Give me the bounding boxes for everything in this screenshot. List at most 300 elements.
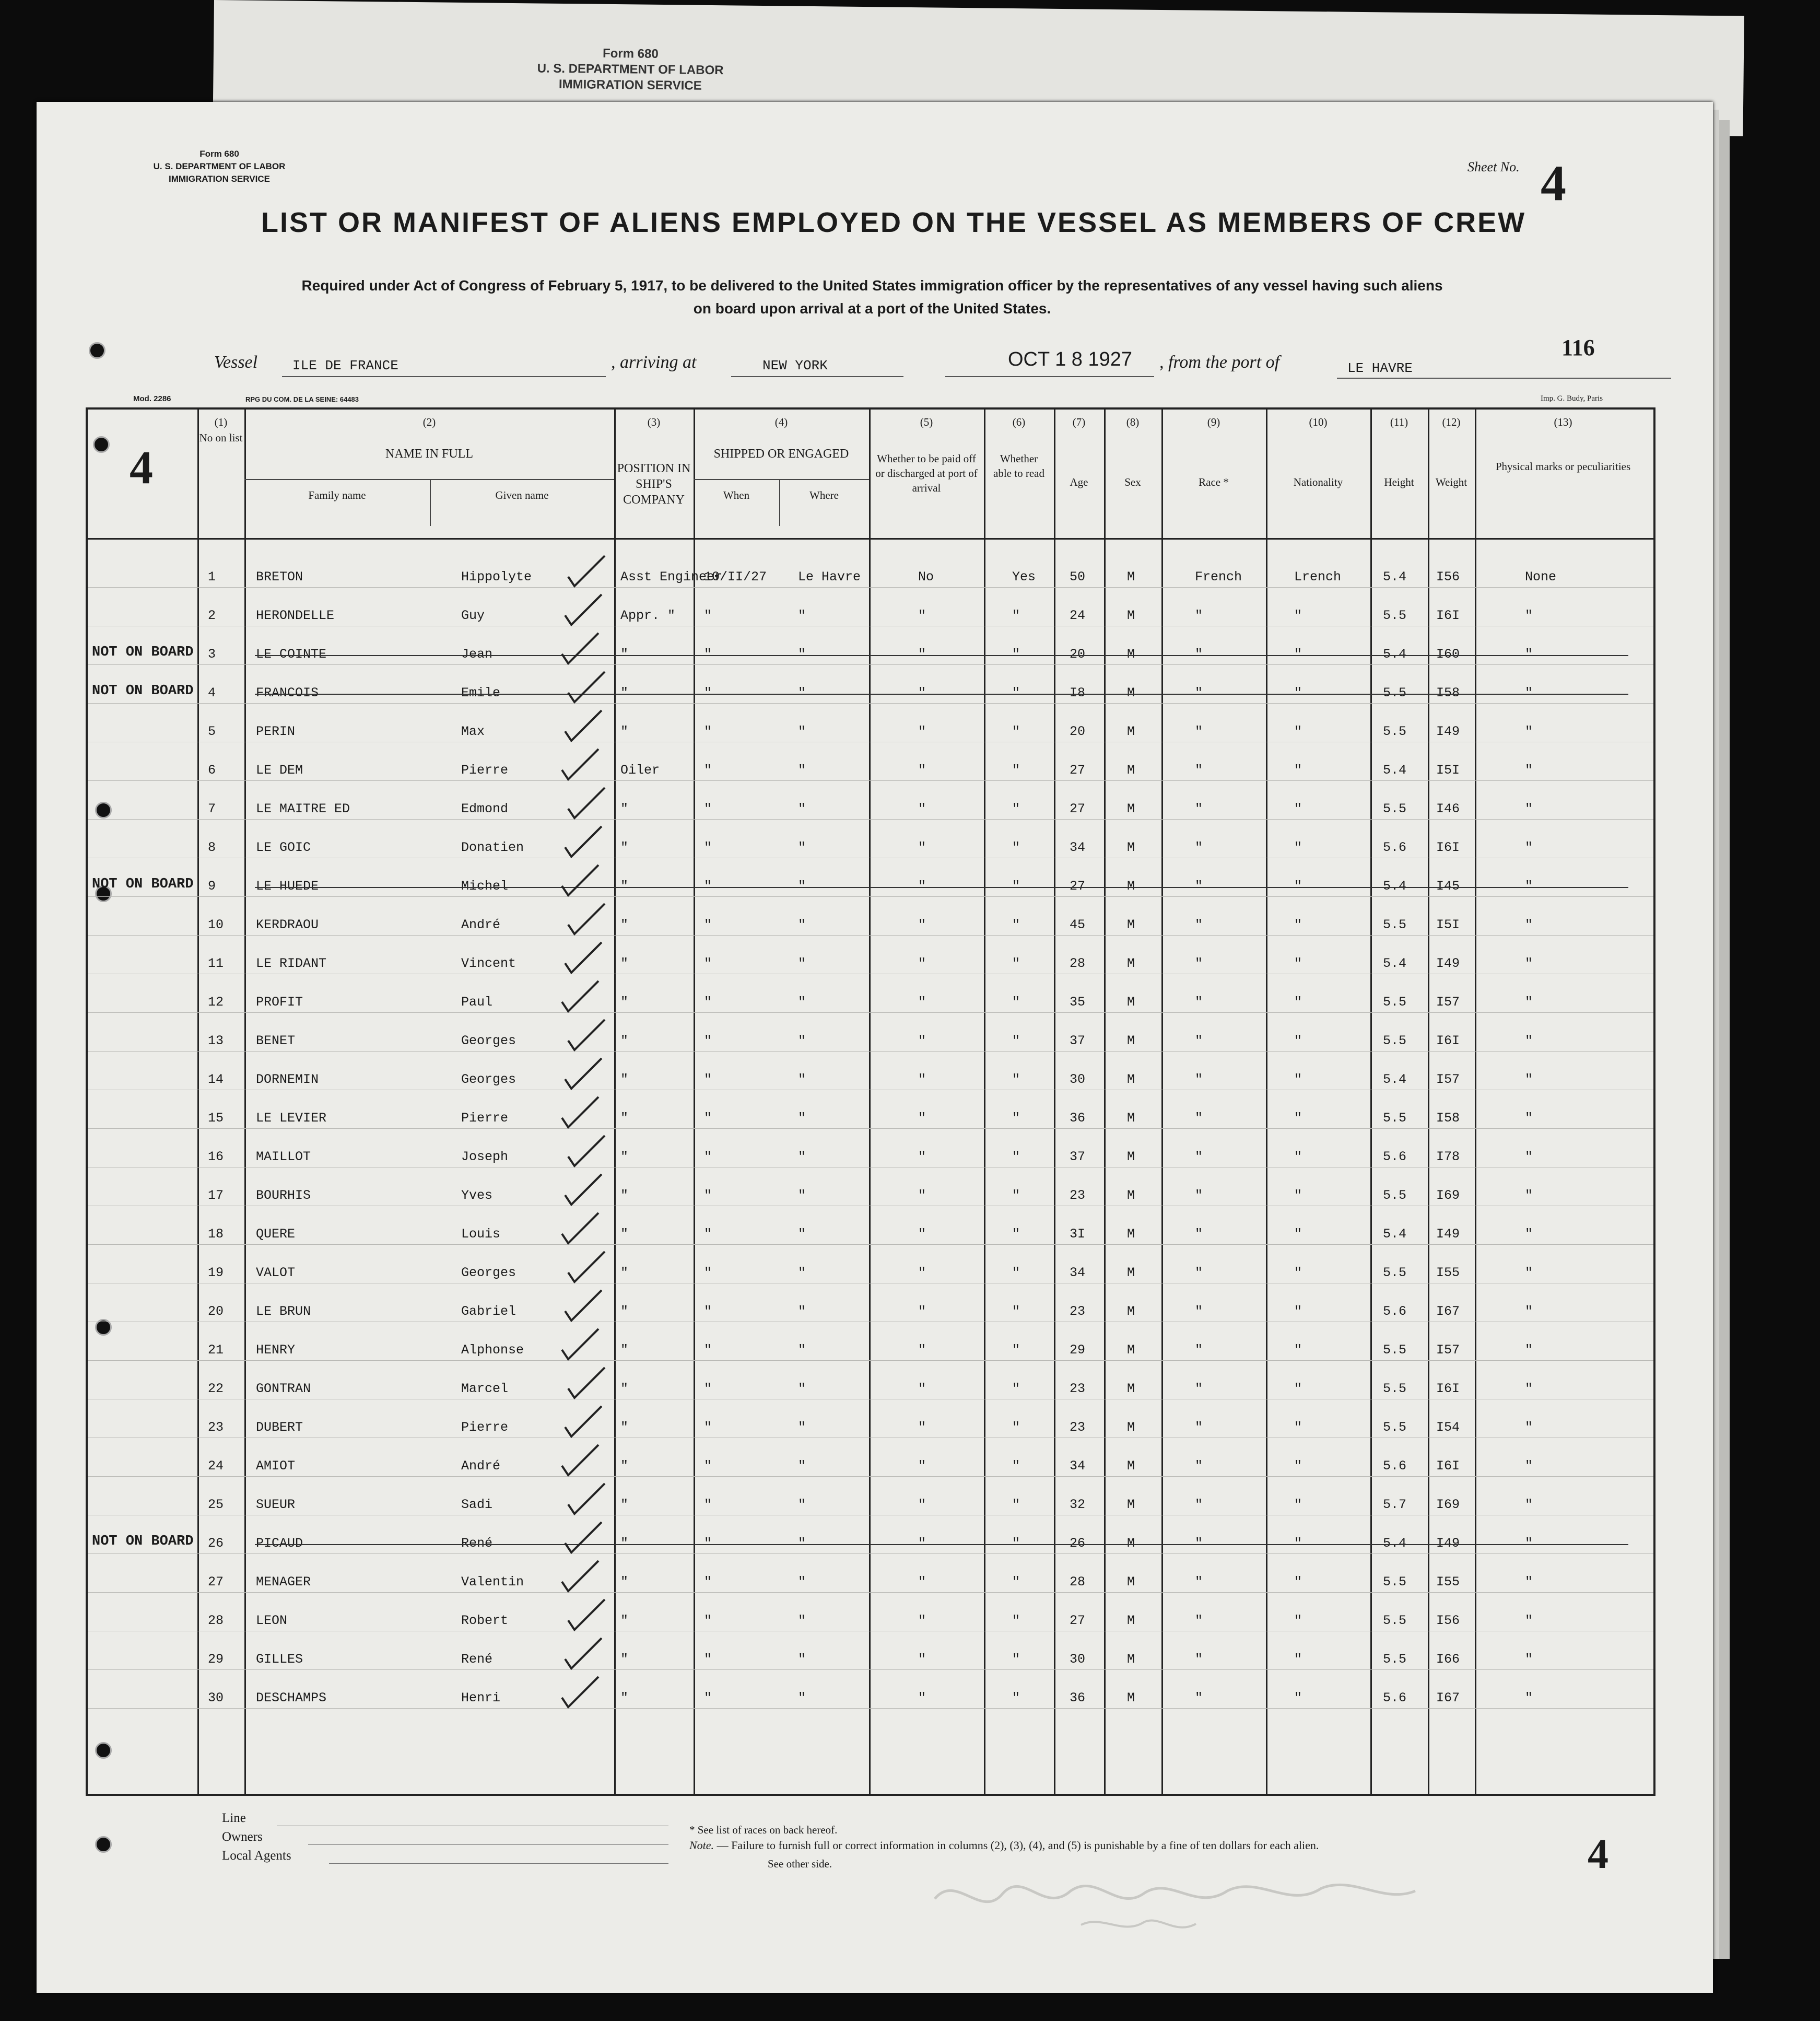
height: 5.5: [1383, 1613, 1407, 1628]
given-name: René: [461, 1652, 493, 1667]
not-on-board-note: NOT ON BOARD: [92, 877, 194, 892]
height: 5.5: [1383, 1574, 1407, 1590]
col11-header: Height: [1384, 476, 1414, 488]
shipped-when: ": [704, 1304, 712, 1319]
sex: M: [1127, 1574, 1135, 1590]
shipped-when: ": [704, 1072, 712, 1087]
footer-labels: [222, 1809, 291, 1865]
sex: M: [1127, 724, 1135, 739]
sex: M: [1127, 956, 1135, 971]
height: 5.5: [1383, 801, 1407, 816]
family-name: VALOT: [256, 1265, 296, 1280]
nationality: ": [1294, 724, 1302, 739]
check-mark: [562, 1213, 598, 1243]
given-name: Emile: [461, 685, 501, 700]
family-name: BRETON: [256, 569, 303, 585]
age: 27: [1070, 1613, 1086, 1628]
registry: RPG DU COM. DE LA SEINE: 64483: [245, 395, 359, 403]
shipped-when: ": [704, 917, 712, 932]
nationality: ": [1294, 956, 1302, 971]
check-mark: [565, 1290, 602, 1321]
physical-marks: ": [1525, 1033, 1533, 1048]
physical-marks: ": [1525, 995, 1533, 1010]
weight: I6I: [1436, 1458, 1460, 1474]
punch-hole: [95, 1836, 112, 1853]
paid-off: ": [918, 801, 926, 816]
race: ": [1195, 1497, 1203, 1512]
sex: M: [1127, 1265, 1135, 1280]
sex: M: [1127, 1226, 1135, 1242]
height: 5.4: [1383, 1536, 1407, 1551]
age: 35: [1070, 995, 1086, 1010]
service: IMMIGRATION SERVICE: [169, 174, 270, 184]
paid-off: ": [918, 763, 926, 778]
race: French: [1195, 569, 1242, 585]
check-mark: [568, 904, 605, 934]
able-to-read: ": [1012, 995, 1020, 1010]
weight: I49: [1436, 1536, 1460, 1551]
given-name: Pierre: [461, 1420, 509, 1435]
check-mark: [562, 633, 598, 663]
race: ": [1195, 917, 1203, 932]
able-to-read: ": [1012, 840, 1020, 855]
row-number: 19: [208, 1265, 224, 1280]
shipped-where: ": [798, 801, 806, 816]
height: 5.5: [1383, 685, 1407, 700]
check-marks: [88, 410, 1653, 1794]
race: ": [1195, 1420, 1203, 1435]
paid-off: ": [918, 1265, 926, 1280]
able-to-read: ": [1012, 1342, 1020, 1358]
shipped-where: ": [798, 647, 806, 662]
check-mark: [565, 710, 602, 741]
port-value: LE HAVRE: [1347, 360, 1413, 376]
position: ": [620, 917, 629, 932]
sheet-label: Sheet No.: [1467, 159, 1520, 174]
family-name: AMIOT: [256, 1458, 296, 1474]
age: 28: [1070, 956, 1086, 971]
sex: M: [1127, 1458, 1135, 1474]
given-name: Vincent: [461, 956, 516, 971]
physical-marks: ": [1525, 1420, 1533, 1435]
paid-off: ": [918, 1536, 926, 1551]
family-name: BOURHIS: [256, 1188, 311, 1203]
able-to-read: ": [1012, 724, 1020, 739]
able-to-read: ": [1012, 1188, 1020, 1203]
sex: M: [1127, 1690, 1135, 1705]
family-name: BENET: [256, 1033, 296, 1048]
back-form-service: IMMIGRATION SERVICE: [558, 77, 702, 93]
age: 24: [1070, 608, 1086, 623]
sex: M: [1127, 608, 1135, 623]
able-to-read: ": [1012, 763, 1020, 778]
shipped-when: ": [704, 1458, 712, 1474]
shipped-when: ": [704, 1342, 712, 1358]
race: ": [1195, 685, 1203, 700]
shipped-when: ": [704, 840, 712, 855]
printer: Imp. G. Budy, Paris: [1541, 394, 1603, 403]
able-to-read: ": [1012, 647, 1020, 662]
height: 5.5: [1383, 1342, 1407, 1358]
col7-number: (7): [1072, 416, 1086, 428]
nationality: ": [1294, 1381, 1302, 1396]
paid-off: ": [918, 1304, 926, 1319]
family-name: LE MAITRE ED: [256, 801, 350, 816]
age: 50: [1070, 569, 1086, 585]
form-number: Form 680: [199, 149, 239, 159]
family-name: SUEUR: [256, 1497, 296, 1512]
sex: M: [1127, 1613, 1135, 1628]
sex: M: [1127, 763, 1135, 778]
age: 32: [1070, 1497, 1086, 1512]
nationality: ": [1294, 1033, 1302, 1048]
see-other-side: See other side.: [768, 1858, 832, 1870]
height: 5.5: [1383, 1652, 1407, 1667]
shipped-when: ": [704, 1149, 712, 1164]
shipped-where: ": [798, 763, 806, 778]
shipped-when: ": [704, 1265, 712, 1280]
position: ": [620, 1458, 629, 1474]
physical-marks: ": [1525, 1304, 1533, 1319]
given-name: Georges: [461, 1033, 516, 1048]
shipped-when: ": [704, 1574, 712, 1590]
physical-marks: ": [1525, 840, 1533, 855]
given-name: Georges: [461, 1072, 516, 1087]
shipped-when: ": [704, 1420, 712, 1435]
physical-marks: ": [1525, 1690, 1533, 1705]
race: ": [1195, 724, 1203, 739]
check-mark: [568, 1252, 605, 1282]
paid-off: ": [918, 1188, 926, 1203]
family-name: LE LEVIER: [256, 1111, 327, 1126]
able-to-read: ": [1012, 801, 1020, 816]
weight: I57: [1436, 1342, 1460, 1358]
given-name: Guy: [461, 608, 485, 623]
check-mark: [565, 1058, 602, 1089]
nationality: ": [1294, 1149, 1302, 1164]
col10-number: (10): [1309, 416, 1328, 428]
physical-marks: ": [1525, 1149, 1533, 1164]
shipped-where: ": [798, 1381, 806, 1396]
col1-header: No on list: [199, 431, 243, 444]
nationality: ": [1294, 1458, 1302, 1474]
given-name: Henri: [461, 1690, 501, 1705]
check-mark: [568, 1020, 605, 1050]
shipped-where: ": [798, 1226, 806, 1242]
weight: I49: [1436, 1226, 1460, 1242]
able-to-read: ": [1012, 1072, 1020, 1087]
position: Oiler: [620, 763, 660, 778]
given-name: Alphonse: [461, 1342, 524, 1358]
mod-number: Mod. 2286: [133, 394, 171, 403]
race: ": [1195, 608, 1203, 623]
paid-off: ": [918, 1497, 926, 1512]
weight: I5I: [1436, 763, 1460, 778]
weight: I69: [1436, 1188, 1460, 1203]
check-mark: [565, 594, 602, 625]
given-name: Gabriel: [461, 1304, 516, 1319]
sex: M: [1127, 995, 1135, 1010]
shipped-when: 10/II/27: [704, 569, 767, 585]
check-mark: [562, 1561, 598, 1591]
shipped-where: ": [798, 1458, 806, 1474]
able-to-read: ": [1012, 956, 1020, 971]
shipped-where: ": [798, 917, 806, 932]
given-name: Pierre: [461, 1111, 509, 1126]
able-to-read: ": [1012, 608, 1020, 623]
given-name: René: [461, 1536, 493, 1551]
physical-marks: ": [1525, 801, 1533, 816]
physical-marks: ": [1525, 724, 1533, 739]
check-mark: [568, 1599, 605, 1630]
punch-hole: [89, 342, 105, 359]
row-number: 30: [208, 1690, 224, 1705]
shipped-when: ": [704, 763, 712, 778]
shipped-where: ": [798, 608, 806, 623]
race: ": [1195, 1265, 1203, 1280]
nationality: ": [1294, 1111, 1302, 1126]
physical-marks: ": [1525, 956, 1533, 971]
col2-header: NAME IN FULL: [385, 447, 473, 461]
paid-off: ": [918, 995, 926, 1010]
sex: M: [1127, 1420, 1135, 1435]
col3-number: (3): [647, 416, 661, 428]
row-number: 24: [208, 1458, 224, 1474]
col6-header: Whether able to read: [993, 452, 1044, 480]
row-number: 28: [208, 1613, 224, 1628]
sex: M: [1127, 1381, 1135, 1396]
position: ": [620, 1574, 629, 1590]
race: ": [1195, 956, 1203, 971]
race: ": [1195, 1381, 1203, 1396]
family-name: MENAGER: [256, 1574, 311, 1590]
height: 5.4: [1383, 1226, 1407, 1242]
position: ": [620, 1381, 629, 1396]
able-to-read: ": [1012, 685, 1020, 700]
able-to-read: ": [1012, 1033, 1020, 1048]
race: ": [1195, 879, 1203, 894]
able-to-read: ": [1012, 879, 1020, 894]
family-name: PROFIT: [256, 995, 303, 1010]
paid-off: ": [918, 724, 926, 739]
col2-number: (2): [422, 416, 436, 428]
nationality: ": [1294, 1226, 1302, 1242]
form-header: [125, 148, 313, 185]
physical-marks: ": [1525, 763, 1533, 778]
family-name: PERIN: [256, 724, 296, 739]
nationality: ": [1294, 1342, 1302, 1358]
paid-off: ": [918, 1458, 926, 1474]
col5-header: Whether to be paid off or discharged at port of arrival: [875, 452, 978, 494]
position: ": [620, 1072, 629, 1087]
check-mark: [562, 1445, 598, 1475]
row-number: 22: [208, 1381, 224, 1396]
sex: M: [1127, 685, 1135, 700]
paid-off: ": [918, 1420, 926, 1435]
given-name: Sadi: [461, 1497, 493, 1512]
position: Asst Engineer: [620, 569, 723, 585]
position: ": [620, 1420, 629, 1435]
physical-marks: ": [1525, 1497, 1533, 1512]
family-name: LE DEM: [256, 763, 303, 778]
race: ": [1195, 1072, 1203, 1087]
height: 5.6: [1383, 1304, 1407, 1319]
sex: M: [1127, 1536, 1135, 1551]
nationality: ": [1294, 647, 1302, 662]
able-to-read: ": [1012, 1497, 1020, 1512]
family-name: LE HUEDE: [256, 879, 319, 894]
shipped-where: ": [798, 1497, 806, 1512]
height: 5.5: [1383, 1381, 1407, 1396]
given-name: Max: [461, 724, 485, 739]
family-name: LE COINTE: [256, 647, 327, 662]
position: ": [620, 801, 629, 816]
check-mark: [565, 1406, 602, 1436]
nationality: ": [1294, 840, 1302, 855]
shipped-when: ": [704, 879, 712, 894]
row-number: 8: [208, 840, 216, 855]
shipped-when: ": [704, 995, 712, 1010]
weight: I54: [1436, 1420, 1460, 1435]
race: ": [1195, 1226, 1203, 1242]
age: 34: [1070, 1458, 1086, 1474]
given-name: Pierre: [461, 763, 509, 778]
arrival-date-stamp: OCT 1 8 1927: [1008, 348, 1133, 370]
weight: I5I: [1436, 917, 1460, 932]
shipped-when: ": [704, 1381, 712, 1396]
paid-off: ": [918, 917, 926, 932]
position: ": [620, 1613, 629, 1628]
height: 5.4: [1383, 569, 1407, 585]
physical-marks: ": [1525, 1613, 1533, 1628]
sex: M: [1127, 879, 1135, 894]
position: ": [620, 647, 629, 662]
sex: M: [1127, 647, 1135, 662]
nationality: ": [1294, 1072, 1302, 1087]
able-to-read: ": [1012, 1381, 1020, 1396]
position: ": [620, 1652, 629, 1667]
paid-off: ": [918, 956, 926, 971]
given-name: Hippolyte: [461, 569, 532, 585]
race: ": [1195, 763, 1203, 778]
col13-header: Physical marks or peculiarities: [1495, 460, 1631, 473]
weight: I57: [1436, 1072, 1460, 1087]
nationality: ": [1294, 801, 1302, 816]
age: 26: [1070, 1536, 1086, 1551]
check-mark: [568, 672, 605, 702]
age: 37: [1070, 1149, 1086, 1164]
position: ": [620, 1111, 629, 1126]
check-mark: [568, 1136, 605, 1166]
family-name: HERONDELLE: [256, 608, 335, 623]
row-number: 12: [208, 995, 224, 1010]
given-name: Yves: [461, 1188, 493, 1203]
sex: M: [1127, 1304, 1135, 1319]
subtitle-line-1: Required under Act of Congress of February 5, 1917, to be delivered to the United States immigration officer by the representatives of any vessel having such aliens: [301, 277, 1443, 294]
row-number: 17: [208, 1188, 224, 1203]
family-name: FRANCOIS: [256, 685, 319, 700]
check-mark: [568, 788, 605, 818]
row-number: 4: [208, 685, 216, 700]
family-name: QUERE: [256, 1226, 296, 1242]
subtitle-line-2: on board upon arrival at a port of the United States.: [693, 300, 1051, 317]
shipped-where: ": [798, 1072, 806, 1087]
col12-number: (12): [1442, 416, 1461, 428]
not-on-board-note: NOT ON BOARD: [92, 645, 194, 660]
row-number: 16: [208, 1149, 224, 1164]
row-number: 18: [208, 1226, 224, 1242]
arriving-value: NEW YORK: [762, 358, 828, 373]
given-name: Donatien: [461, 840, 524, 855]
col11-number: (11): [1390, 416, 1408, 428]
family-name: LEON: [256, 1613, 288, 1628]
physical-marks: ": [1525, 1111, 1533, 1126]
note-text: — Failure to furnish full or correct information in columns (2), (3), (4), and (5) is punishable by a fine of ten dollars for each alien.: [717, 1839, 1319, 1852]
height: 5.4: [1383, 879, 1407, 894]
physical-marks: ": [1525, 1458, 1533, 1474]
paid-off: ": [918, 647, 926, 662]
shipped-when: ": [704, 1033, 712, 1048]
race: ": [1195, 1342, 1203, 1358]
shipped-where: ": [798, 1613, 806, 1628]
check-mark: [562, 865, 598, 895]
position: ": [620, 1536, 629, 1551]
position: ": [620, 1690, 629, 1705]
sex: M: [1127, 1652, 1135, 1667]
shipped-where: ": [798, 1188, 806, 1203]
weight: I58: [1436, 685, 1460, 700]
physical-marks: ": [1525, 1226, 1533, 1242]
physical-marks: ": [1525, 1188, 1533, 1203]
paid-off: ": [918, 1613, 926, 1628]
position: ": [620, 1497, 629, 1512]
arriving-label: , arriving at: [611, 353, 697, 372]
paid-off: ": [918, 840, 926, 855]
race: ": [1195, 1111, 1203, 1126]
row-number: 14: [208, 1072, 224, 1087]
not-on-board-note: NOT ON BOARD: [92, 1534, 194, 1549]
sex: M: [1127, 1342, 1135, 1358]
row-number: 21: [208, 1342, 224, 1358]
back-form-number: Form 680: [602, 46, 659, 61]
nationality: ": [1294, 1574, 1302, 1590]
physical-marks: None: [1525, 569, 1557, 585]
owners-label: Owners: [222, 1830, 263, 1844]
given-name: Robert: [461, 1613, 509, 1628]
physical-marks: ": [1525, 1574, 1533, 1590]
shipped-when: ": [704, 1536, 712, 1551]
paid-off: ": [918, 879, 926, 894]
signature-mark: [924, 1862, 1447, 1946]
manifest-sheet: [37, 102, 1713, 1993]
given-name: Marcel: [461, 1381, 509, 1396]
given-name: André: [461, 917, 501, 932]
department: U. S. DEPARTMENT OF LABOR: [153, 161, 286, 171]
shipped-where: ": [798, 724, 806, 739]
weight: I78: [1436, 1149, 1460, 1164]
position: ": [620, 956, 629, 971]
nationality: ": [1294, 1690, 1302, 1705]
sheet-number: 4: [1541, 155, 1566, 212]
family-name: KERDRAOU: [256, 917, 319, 932]
age: 36: [1070, 1690, 1086, 1705]
col9-header: Race *: [1199, 476, 1229, 488]
vessel-value: ILE DE FRANCE: [292, 358, 398, 373]
physical-marks: ": [1525, 917, 1533, 932]
age: 23: [1070, 1381, 1086, 1396]
given-name: Jean: [461, 647, 493, 662]
height: 5.5: [1383, 1420, 1407, 1435]
